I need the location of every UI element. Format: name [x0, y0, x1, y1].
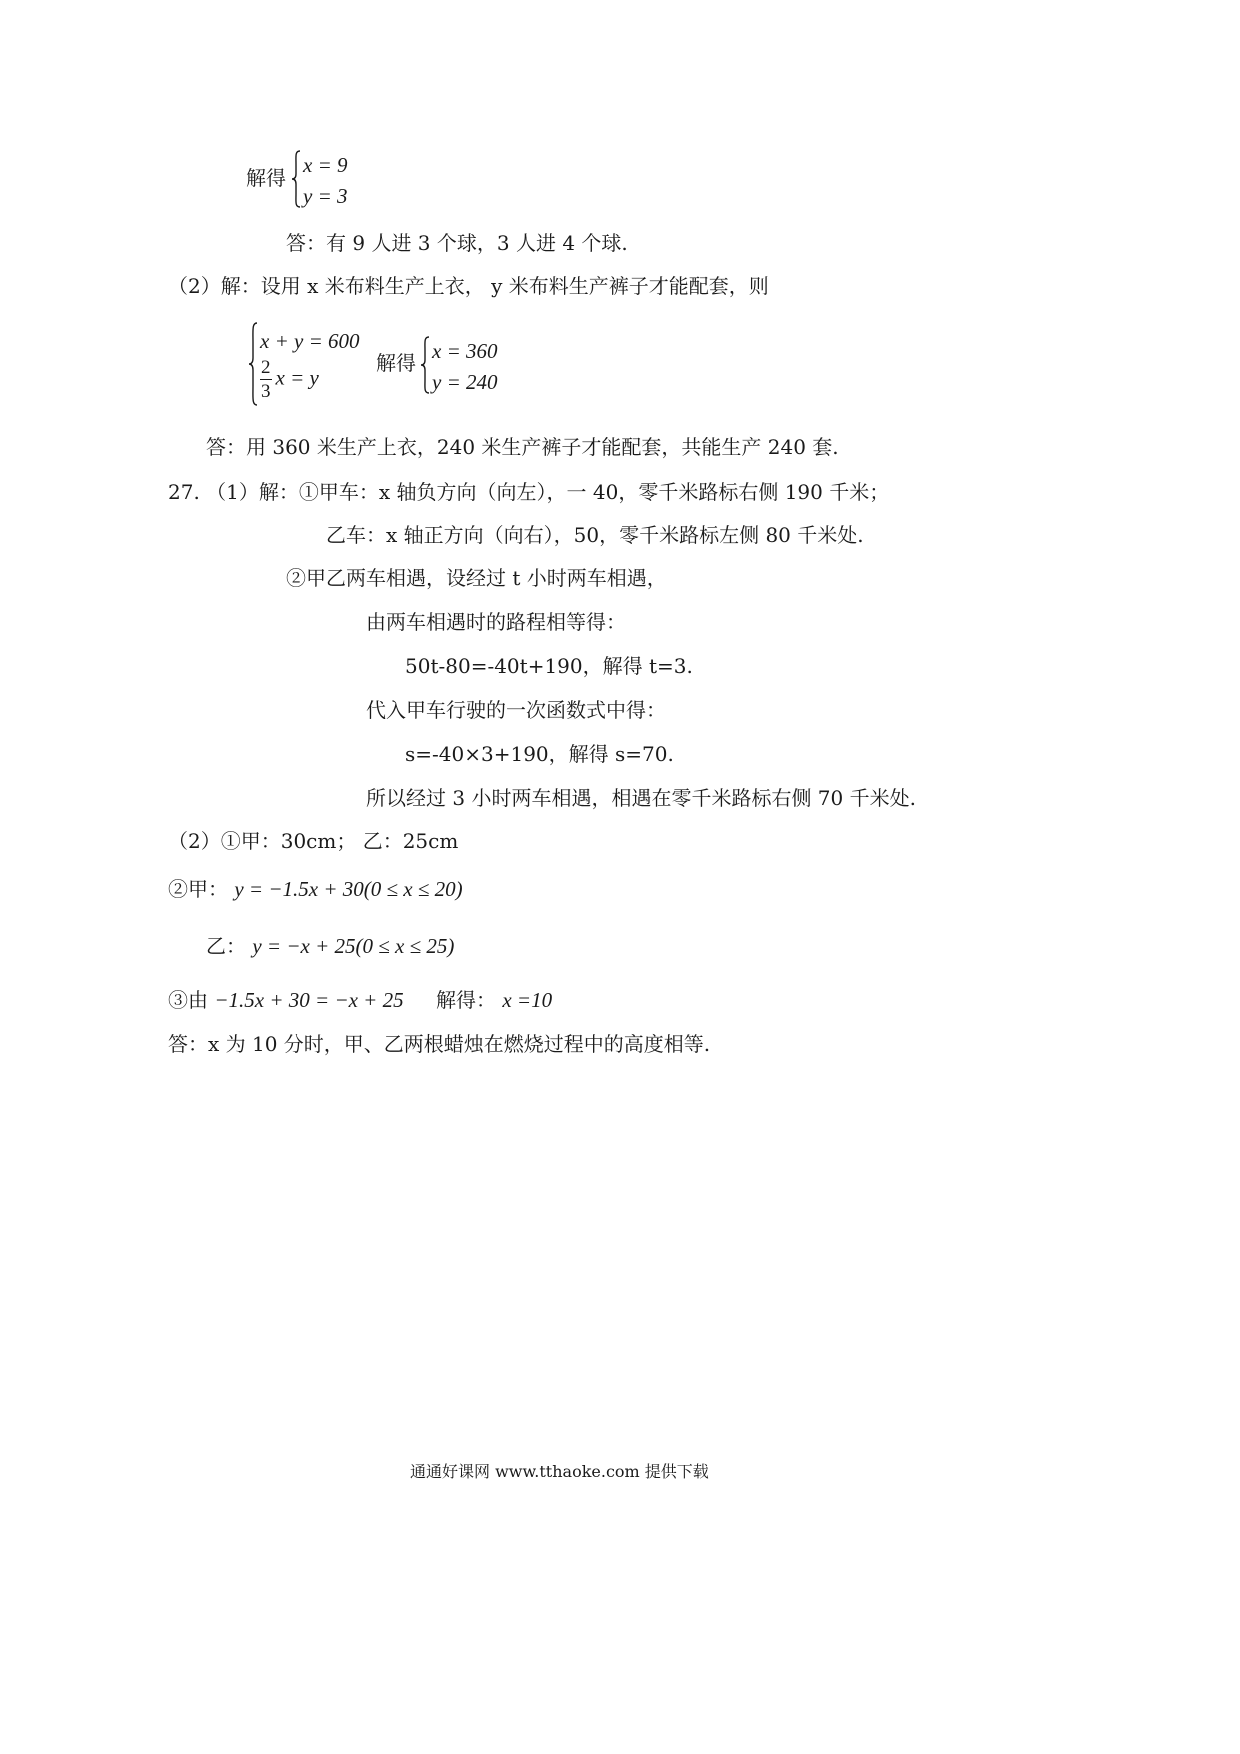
q27-line-5: 50t-80=-40t+190，解得 t=3. — [405, 654, 693, 678]
solution-system-2 — [420, 336, 510, 394]
equation-equal: −1.5x + 30 = −x + 25 — [214, 988, 404, 1012]
part2-line-2-label: ②甲： — [168, 877, 228, 901]
fraction-numerator: 2 — [261, 357, 271, 378]
solve-label-1: 解得 — [246, 166, 286, 190]
q27-line-1: 27. （1）解：①甲车：x 轴负方向（向左），一 40，零千米路标右侧 190 千米； — [168, 480, 890, 504]
solution-system-1 — [291, 150, 371, 208]
brace-icon — [248, 322, 258, 406]
part2-line-4 — [168, 990, 552, 1011]
part2-line-4-solve: 解得： — [435, 988, 496, 1012]
q27-line-7: s=-40×3+190，解得 s=70. — [405, 742, 674, 766]
part2-line-4-label: ③由 — [168, 988, 208, 1012]
result-x: x =10 — [502, 988, 553, 1012]
part2-line-2 — [168, 879, 463, 900]
solution-y: y = 3 — [303, 184, 348, 208]
q27-line-2: 乙车：x 轴正方向（向右），50，零千米路标左侧 80 千米处. — [326, 523, 864, 547]
equation-jia: y = −1.5x + 30(0 ≤ x ≤ 20) — [234, 877, 463, 901]
footer-text: 通通好课网 www.tthaoke.com 提供下载 — [410, 1462, 709, 1481]
solve-label-2: 解得 — [376, 351, 416, 375]
solution-x-2: x = 360 — [432, 339, 498, 363]
brace-icon — [291, 150, 301, 208]
brace-icon — [420, 336, 430, 394]
q27-line-4: 由两车相遇时的路程相等得： — [366, 610, 626, 634]
solution-y-2: y = 240 — [432, 370, 498, 394]
q27-line-6: 代入甲车行驶的一次函数式中得： — [366, 698, 666, 722]
system-eq-2 — [260, 358, 319, 401]
fraction-denominator: 3 — [261, 381, 271, 402]
equation-system-2 — [248, 322, 368, 406]
q27-line-3: ②甲乙两车相遇，设经过 t 小时两车相遇， — [286, 566, 667, 590]
equation-yi: y = −x + 25(0 ≤ x ≤ 25) — [252, 934, 455, 958]
part2-line-3 — [206, 936, 454, 957]
part2-line-1: （2）①甲：30cm； 乙：25cm — [168, 829, 459, 853]
system-eq-2-rest: x = y — [275, 365, 319, 390]
answer-2: 答：用 360 米生产上衣，240 米生产裤子才能配套，共能生产 240 套. — [206, 435, 839, 459]
fraction-two-thirds — [260, 358, 272, 401]
solution-x: x = 9 — [303, 153, 348, 177]
answer-1: 答：有 9 人进 3 个球，3 人进 4 个球. — [286, 231, 628, 255]
part2-answer: 答：x 为 10 分时，甲、乙两根蜡烛在燃烧过程中的高度相等. — [168, 1032, 711, 1056]
part2-line-3-label: 乙： — [206, 934, 246, 958]
system-eq-1: x + y = 600 — [260, 329, 360, 353]
q27-line-8: 所以经过 3 小时两车相遇，相遇在零千米路标右侧 70 千米处. — [366, 786, 916, 810]
part2-intro: （2）解：设用 x 米布料生产上衣， y 米布料生产裤子才能配套，则 — [168, 274, 769, 298]
